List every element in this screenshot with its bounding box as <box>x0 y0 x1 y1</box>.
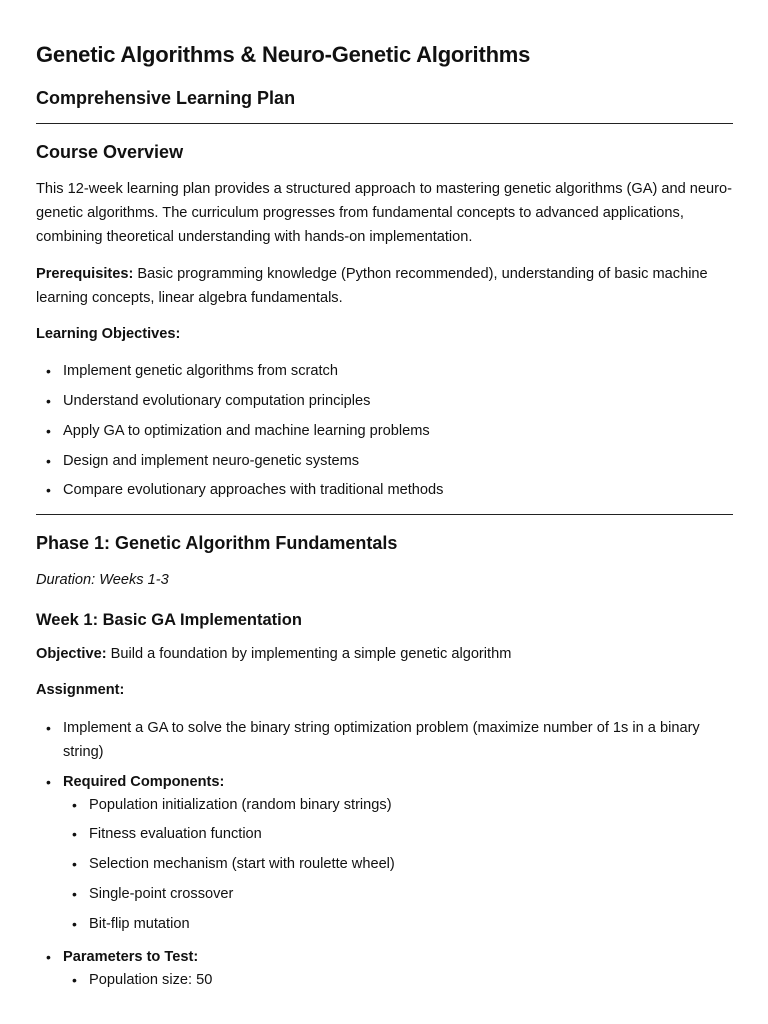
divider <box>36 514 733 515</box>
component-item: • Population initialization (random binary strings) <box>89 793 732 817</box>
assignment-label: Assignment: <box>36 682 125 698</box>
component-item: • Selection mechanism (start with roulette wheel) <box>89 852 732 876</box>
assignment-item: • Implement a GA to solve the binary string optimization problem (maximize number of 1s in a binary string) <box>63 716 732 764</box>
objective-item: • Implement genetic algorithms from scratch <box>63 359 732 383</box>
course-overview-paragraph: This 12-week learning plan provides a structured approach to mastering genetic algorithms (GA) and neuro-genetic algorithms. The curriculum progresses from fundamental concepts to advanced applications, combining theoretical understanding with hands-on implementation. <box>36 181 732 245</box>
prerequisites-label: Prerequisites: <box>36 266 134 282</box>
learning-objectives-label: Learning Objectives: <box>36 326 181 342</box>
required-components-item: • Required Components: <box>63 770 732 794</box>
phase1-duration: Duration: Weeks 1-3 <box>36 572 169 588</box>
objective-item: • Understand evolutionary computation principles <box>63 389 732 413</box>
document-title: Genetic Algorithms & Neuro-Genetic Algorithms <box>36 42 531 67</box>
divider <box>36 123 733 124</box>
objective-item: • Design and implement neuro-genetic systems <box>63 449 732 473</box>
component-item: • Single-point crossover <box>89 882 732 906</box>
week1-heading: Week 1: Basic GA Implementation <box>36 611 302 629</box>
document-subtitle: Comprehensive Learning Plan <box>36 88 296 108</box>
prerequisites-text: Basic programming knowledge (Python recommended), understanding of basic machine learning concepts, linear algebra fundamentals. <box>36 266 708 306</box>
prerequisites-paragraph <box>36 262 732 310</box>
parameter-item: • Population size: 50 <box>89 968 732 992</box>
objective-label: Objective: <box>36 646 107 662</box>
week1-objective <box>36 642 732 666</box>
course-overview-heading: Course Overview <box>36 142 184 162</box>
objective-text: Build a foundation by implementing a simple genetic algorithm <box>106 646 512 662</box>
component-item: • Bit-flip mutation <box>89 912 732 936</box>
objective-item: • Apply GA to optimization and machine learning problems <box>63 419 732 443</box>
objective-item: • Compare evolutionary approaches with traditional methods <box>63 478 732 502</box>
parameters-to-test-item: • Parameters to Test: <box>63 945 732 969</box>
phase1-heading: Phase 1: Genetic Algorithm Fundamentals <box>36 533 398 553</box>
component-item: • Fitness evaluation function <box>89 822 732 846</box>
